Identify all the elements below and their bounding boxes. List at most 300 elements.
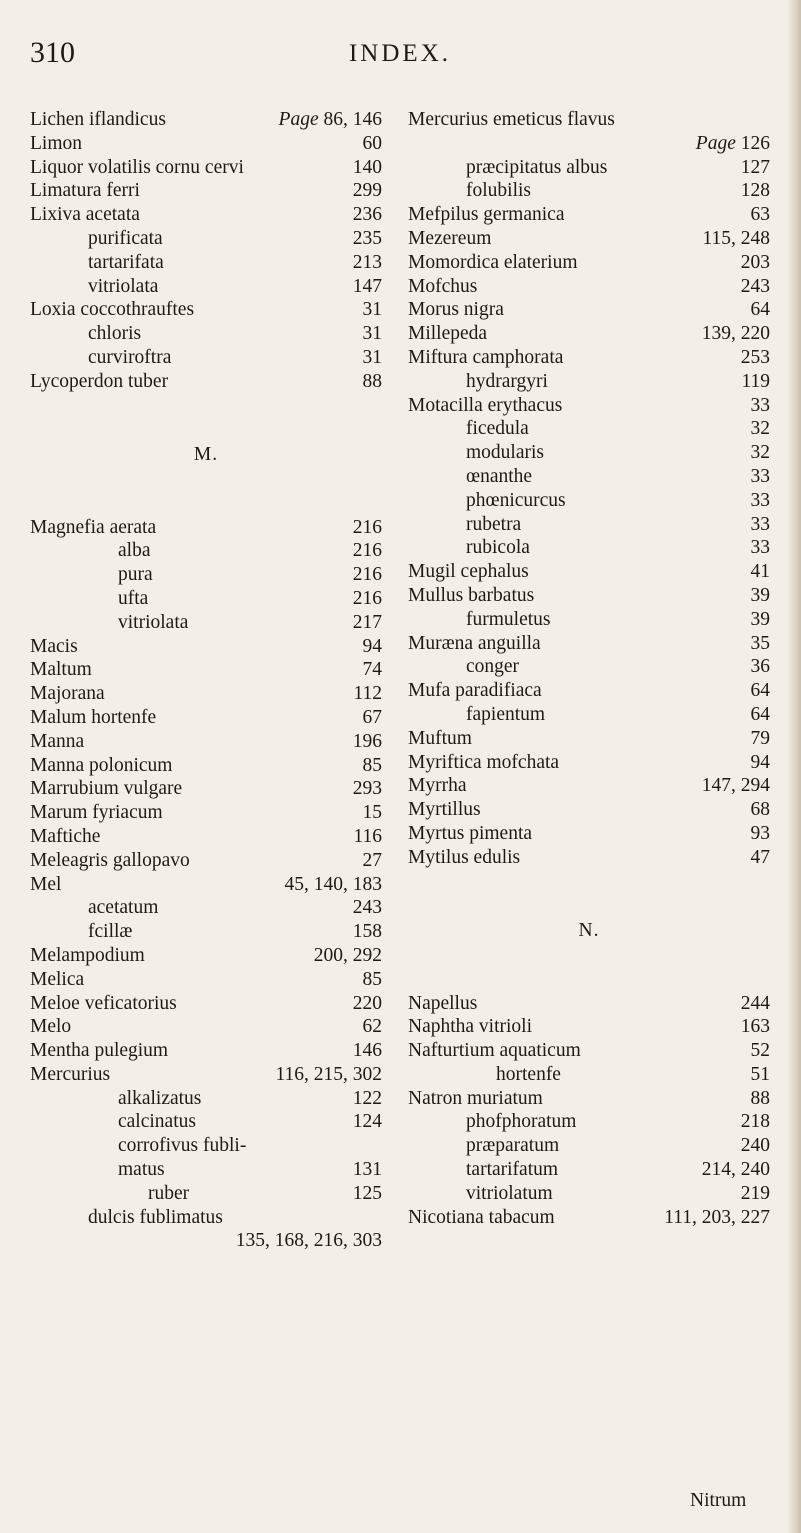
page-refs: 64 — [750, 703, 770, 725]
entry-term: Mel — [30, 873, 62, 895]
entry-page — [741, 1134, 770, 1158]
entry-page — [751, 1087, 771, 1111]
entry-term: præcipitatus albus — [466, 156, 608, 178]
entry-page — [363, 635, 383, 659]
entry-term: Mercurius emeticus flavus — [408, 109, 615, 130]
page-refs: 122 — [352, 1087, 382, 1109]
index-entry — [408, 1206, 770, 1230]
entry-term: fcillæ — [88, 921, 133, 943]
entry-term: Magnefia aerata — [30, 516, 157, 538]
page-refs: 216 — [352, 587, 382, 609]
spacer — [408, 962, 770, 992]
index-entry — [408, 513, 770, 537]
entry-term: Manna — [30, 730, 85, 752]
page-refs: 33 — [750, 465, 770, 487]
entry-term: Malum hortenfe — [30, 706, 157, 728]
entry-page — [751, 822, 771, 846]
index-entry — [30, 611, 382, 635]
entry-page — [363, 132, 383, 156]
entry-page — [741, 1182, 770, 1206]
entry-page — [751, 584, 771, 608]
entry-term: phofphoratum — [466, 1111, 577, 1133]
index-entry — [30, 1039, 382, 1063]
index-entry — [408, 298, 770, 322]
page-refs: 147 — [352, 275, 382, 297]
page-refs: 126 — [740, 132, 770, 154]
index-entry — [30, 706, 382, 730]
index-entry — [30, 1110, 382, 1134]
entry-page — [751, 465, 771, 489]
index-entry — [30, 516, 382, 540]
entry-term: chloris — [88, 323, 142, 345]
index-entry — [408, 1110, 770, 1134]
index-entry — [408, 251, 770, 275]
entry-page — [353, 179, 382, 203]
entry-page — [363, 1015, 383, 1039]
entry-page — [363, 706, 383, 730]
page-refs: 146 — [352, 1040, 382, 1062]
page-refs: 116 — [353, 825, 382, 847]
page-refs: 127 — [740, 156, 770, 178]
entry-page — [741, 179, 770, 203]
index-entry — [30, 849, 382, 873]
index-entry — [30, 275, 382, 299]
entry-page — [353, 896, 382, 920]
index-entry — [30, 1229, 382, 1253]
index-entry — [408, 560, 770, 584]
page-refs: 33 — [750, 394, 770, 416]
entry-page — [353, 777, 382, 801]
entry-page — [751, 608, 771, 632]
entry-term: Miftura camphorata — [408, 346, 564, 368]
entry-page — [751, 1063, 771, 1087]
entry-page — [751, 203, 771, 227]
entry-page — [751, 394, 771, 418]
page-refs: 112 — [353, 683, 382, 705]
entry-term: Melampodium — [30, 944, 145, 966]
page-refs: 217 — [352, 611, 382, 633]
entry-term: Majorana — [30, 683, 105, 705]
entry-term: Mercurius — [30, 1063, 111, 1085]
entry-page — [741, 370, 770, 394]
index-entry — [408, 489, 770, 513]
page-refs: 36 — [750, 656, 770, 678]
page-refs: 236 — [352, 204, 382, 226]
page-refs: 74 — [362, 659, 382, 681]
entry-term: œnanthe — [466, 465, 533, 487]
entry-term: vitriolata — [88, 275, 159, 297]
index-entry — [408, 465, 770, 489]
page-prefix: Page — [695, 132, 741, 154]
page-refs: 33 — [750, 537, 770, 559]
entry-term: Natron muriatum — [408, 1087, 543, 1109]
entry-page — [353, 992, 382, 1016]
entry-term: tartarifata — [88, 251, 164, 273]
entry-term: Lixiva acetata — [30, 204, 140, 226]
entry-term: Mytilus edulis — [408, 846, 521, 868]
entry-term: Melo — [30, 1016, 72, 1038]
index-entry — [30, 1182, 382, 1206]
index-entry — [30, 203, 382, 227]
page-refs: 93 — [750, 822, 770, 844]
entry-term: Mufa paradifiaca — [408, 680, 542, 702]
page-refs: 86, 146 — [323, 109, 382, 130]
spacer — [30, 486, 382, 516]
index-entry — [408, 822, 770, 846]
entry-term: curviroftra — [88, 346, 172, 368]
entry-page — [363, 322, 383, 346]
page-refs: 243 — [352, 897, 382, 919]
page-refs: 216 — [352, 540, 382, 562]
page-refs: 85 — [362, 754, 382, 776]
page-refs: 214, 240 — [701, 1159, 770, 1181]
page-refs: 244 — [740, 992, 770, 1014]
index-entry — [30, 251, 382, 275]
page-refs: 15 — [362, 802, 382, 824]
entry-page — [664, 1206, 770, 1230]
entry-term: folubilis — [466, 180, 532, 202]
index-entry — [408, 108, 770, 132]
index-entry — [30, 682, 382, 706]
index-entry — [30, 825, 382, 849]
entry-term: ruber — [148, 1182, 190, 1204]
entry-term: Muftum — [408, 727, 472, 749]
entry-term: Mefpilus germanica — [408, 204, 565, 226]
entry-term: acetatum — [88, 897, 159, 919]
index-entry — [408, 798, 770, 822]
entry-page — [741, 346, 770, 370]
entry-term: Limatura ferri — [30, 180, 140, 202]
page-refs: 68 — [750, 799, 770, 821]
page-refs: 119 — [741, 370, 770, 392]
entry-term: Mofchus — [408, 275, 478, 297]
entry-term: Mugil cephalus — [408, 561, 529, 583]
index-entry — [408, 132, 770, 156]
entry-term: Lichen iflandicus — [30, 109, 166, 130]
index-entry — [408, 441, 770, 465]
page-refs: 31 — [362, 346, 382, 368]
entry-page — [353, 1158, 382, 1182]
page-refs: 94 — [750, 751, 770, 773]
index-entry — [408, 322, 770, 346]
entry-page — [751, 417, 771, 441]
page-refs: 131 — [352, 1159, 382, 1181]
index-entry — [30, 1063, 382, 1087]
spacer — [30, 394, 382, 424]
entry-page — [353, 825, 382, 849]
entry-page — [353, 1110, 382, 1134]
entry-term: Maltum — [30, 659, 92, 681]
page-edge — [787, 0, 801, 1533]
entry-page — [741, 1110, 770, 1134]
page-refs: 139, 220 — [701, 323, 770, 345]
index-column-right — [408, 108, 770, 1229]
entry-page — [363, 346, 383, 370]
page-refs: 218 — [740, 1111, 770, 1133]
index-entry — [408, 227, 770, 251]
index-entry — [408, 203, 770, 227]
page-refs: 88 — [362, 370, 382, 392]
entry-page — [741, 992, 770, 1016]
page-refs: 200, 292 — [313, 944, 382, 966]
page-refs: 135, 168, 216, 303 — [235, 1230, 382, 1252]
page-refs: 235 — [352, 227, 382, 249]
page-refs: 125 — [352, 1182, 382, 1204]
page-refs: 158 — [352, 921, 382, 943]
entry-term: Nicotiana tabacum — [408, 1206, 555, 1228]
index-entry — [30, 968, 382, 992]
index-entry — [408, 655, 770, 679]
entry-term: vitriolata — [118, 611, 189, 633]
index-entry — [408, 584, 770, 608]
index-entry — [408, 1039, 770, 1063]
entry-page — [751, 846, 771, 870]
entry-page — [363, 370, 383, 394]
page-refs: 51 — [750, 1063, 770, 1085]
page-number: 310 — [30, 36, 75, 69]
index-entry — [408, 1182, 770, 1206]
running-head: INDEX. — [348, 40, 451, 67]
entry-term: vitriolatum — [466, 1182, 553, 1204]
page-refs: 88 — [750, 1087, 770, 1109]
entry-term: Naphtha vitrioli — [408, 1016, 533, 1038]
entry-page — [363, 754, 383, 778]
entry-page — [279, 108, 382, 132]
page-refs: 52 — [750, 1040, 770, 1062]
page-refs: 253 — [740, 346, 770, 368]
page-refs: 243 — [740, 275, 770, 297]
entry-term: Manna polonicum — [30, 754, 173, 776]
entry-term: Millepeda — [408, 323, 488, 345]
entry-term: modularis — [466, 442, 544, 464]
entry-term: Mezereum — [408, 227, 492, 249]
entry-term: Momordica elaterium — [408, 251, 578, 273]
entry-term: tartarifatum — [466, 1159, 559, 1181]
page-refs: 203 — [740, 251, 770, 273]
entry-term: Nafturtium aquaticum — [408, 1040, 581, 1062]
entry-page — [353, 156, 382, 180]
catchword: Nitrum — [690, 1490, 747, 1511]
page-refs: 79 — [750, 727, 770, 749]
page-prefix: Page — [278, 109, 324, 130]
entry-page — [741, 1015, 770, 1039]
entry-term: pura — [118, 564, 153, 586]
entry-term: furmuletus — [466, 608, 551, 630]
entry-page — [751, 798, 771, 822]
index-entry — [408, 1015, 770, 1039]
index-entry — [408, 536, 770, 560]
page-refs: 47 — [750, 846, 770, 868]
index-entry — [408, 992, 770, 1016]
index-entry — [408, 632, 770, 656]
index-entry — [30, 298, 382, 322]
page-refs: 293 — [352, 778, 382, 800]
index-entry — [30, 992, 382, 1016]
entry-page — [353, 563, 382, 587]
spacer — [408, 870, 770, 900]
entry-page — [751, 727, 771, 751]
entry-page — [285, 873, 383, 897]
entry-page — [353, 275, 382, 299]
page-refs: 116, 215, 302 — [275, 1063, 382, 1085]
entry-page — [353, 1039, 382, 1063]
index-entry — [30, 587, 382, 611]
entry-page — [751, 679, 771, 703]
entry-term: Mentha pulegium — [30, 1040, 169, 1062]
entry-page — [353, 539, 382, 563]
entry-term: ufta — [118, 587, 149, 609]
entry-page — [751, 560, 771, 584]
entry-page — [702, 1158, 770, 1182]
index-entry — [30, 754, 382, 778]
index-entry — [408, 1158, 770, 1182]
page-refs: 62 — [362, 1016, 382, 1038]
entry-term: Meloe veficatorius — [30, 992, 177, 1014]
page-refs: 45, 140, 183 — [284, 873, 382, 895]
entry-term: corrofivus fubli- — [118, 1135, 247, 1157]
entry-term: Marum fyriacum — [30, 802, 163, 824]
entry-term: præparatum — [466, 1135, 560, 1157]
index-column-left — [30, 108, 382, 1253]
index-entry — [30, 1206, 382, 1230]
entry-term: Myriftica mofchata — [408, 751, 560, 773]
index-entry — [408, 774, 770, 798]
entry-term: conger — [466, 656, 520, 678]
entry-page — [741, 251, 770, 275]
entry-page — [751, 441, 771, 465]
entry-page — [353, 920, 382, 944]
entry-page — [353, 587, 382, 611]
entry-term: alba — [118, 540, 151, 562]
section-letter: N. — [578, 919, 600, 941]
entry-page — [353, 1182, 382, 1206]
index-entry — [30, 920, 382, 944]
entry-term: Melica — [30, 968, 85, 990]
entry-term: Macis — [30, 635, 78, 657]
entry-page — [363, 968, 383, 992]
entry-page — [751, 655, 771, 679]
entry-page — [353, 227, 382, 251]
index-entry — [408, 179, 770, 203]
entry-page — [236, 1229, 382, 1253]
index-entry — [30, 801, 382, 825]
page-refs: 216 — [352, 564, 382, 586]
entry-term: dulcis fublimatus — [88, 1206, 223, 1228]
entry-page — [353, 516, 382, 540]
page-refs: 27 — [362, 849, 382, 871]
entry-page — [751, 513, 771, 537]
entry-term: rubetra — [466, 513, 522, 535]
entry-term: Liquor volatilis cornu cervi — [30, 156, 244, 178]
entry-term: ficedula — [466, 418, 529, 440]
index-entry — [408, 1087, 770, 1111]
index-entry — [30, 873, 382, 897]
entry-term: Limon — [30, 132, 82, 154]
entry-term: matus — [118, 1159, 165, 1181]
index-entry — [408, 608, 770, 632]
entry-page — [751, 536, 771, 560]
entry-page — [275, 1063, 382, 1087]
page-refs: 39 — [750, 608, 770, 630]
index-entry — [30, 1158, 382, 1182]
entry-page — [741, 275, 770, 299]
page-refs: 63 — [750, 204, 770, 226]
page-refs: 213 — [352, 251, 382, 273]
entry-term: Loxia coccothrauftes — [30, 299, 195, 321]
entry-term: Myrrha — [408, 775, 467, 797]
index-entry — [30, 896, 382, 920]
index-entry — [408, 703, 770, 727]
entry-term: Muræna anguilla — [408, 632, 541, 654]
page-refs: 140 — [352, 156, 382, 178]
index-entry — [408, 727, 770, 751]
entry-page — [751, 1039, 771, 1063]
entry-term: calcinatus — [118, 1111, 196, 1133]
page-refs: 94 — [362, 635, 382, 657]
index-entry — [408, 394, 770, 418]
entry-term: purificata — [88, 227, 163, 249]
page-refs: 33 — [750, 489, 770, 511]
page-refs: 115, 248 — [702, 227, 770, 249]
entry-page — [353, 203, 382, 227]
page-refs: 220 — [352, 992, 382, 1014]
entry-term: Meleagris gallopavo — [30, 849, 190, 871]
index-entry — [30, 370, 382, 394]
page-refs: 39 — [750, 584, 770, 606]
page-refs: 41 — [750, 561, 770, 583]
page-refs: 147, 294 — [701, 775, 770, 797]
page-refs: 64 — [750, 680, 770, 702]
entry-term: Marrubium vulgare — [30, 778, 183, 800]
index-entry — [408, 1134, 770, 1158]
index-entry — [30, 108, 382, 132]
entry-term: Motacilla erythacus — [408, 394, 563, 416]
index-entry — [408, 156, 770, 180]
index-entry — [408, 370, 770, 394]
entry-term: Maftiche — [30, 825, 101, 847]
index-entry — [30, 944, 382, 968]
entry-term: phœnicurcus — [466, 489, 566, 511]
index-entry — [30, 777, 382, 801]
entry-page — [353, 251, 382, 275]
entry-page — [751, 632, 771, 656]
index-entry — [30, 730, 382, 754]
entry-term: Napellus — [408, 992, 478, 1014]
page-refs: 196 — [352, 730, 382, 752]
index-entry — [408, 417, 770, 441]
index-entry — [30, 179, 382, 203]
entry-page — [741, 156, 770, 180]
section-letter: M. — [193, 443, 219, 465]
page-refs: 240 — [740, 1135, 770, 1157]
section-heading — [408, 900, 770, 962]
index-entry — [30, 539, 382, 563]
index-entry — [30, 1087, 382, 1111]
entry-term: rubicola — [466, 537, 530, 559]
page-refs: 111, 203, 227 — [664, 1206, 770, 1228]
page-refs: 163 — [740, 1016, 770, 1038]
entry-page — [314, 944, 382, 968]
index-entry — [30, 635, 382, 659]
entry-page — [363, 801, 383, 825]
page-refs: 31 — [362, 299, 382, 321]
index-entry — [30, 227, 382, 251]
page-refs: 67 — [362, 706, 382, 728]
index-entry — [30, 1134, 382, 1158]
entry-term: Mullus barbatus — [408, 584, 535, 606]
entry-page — [702, 322, 770, 346]
page-refs: 124 — [352, 1111, 382, 1133]
